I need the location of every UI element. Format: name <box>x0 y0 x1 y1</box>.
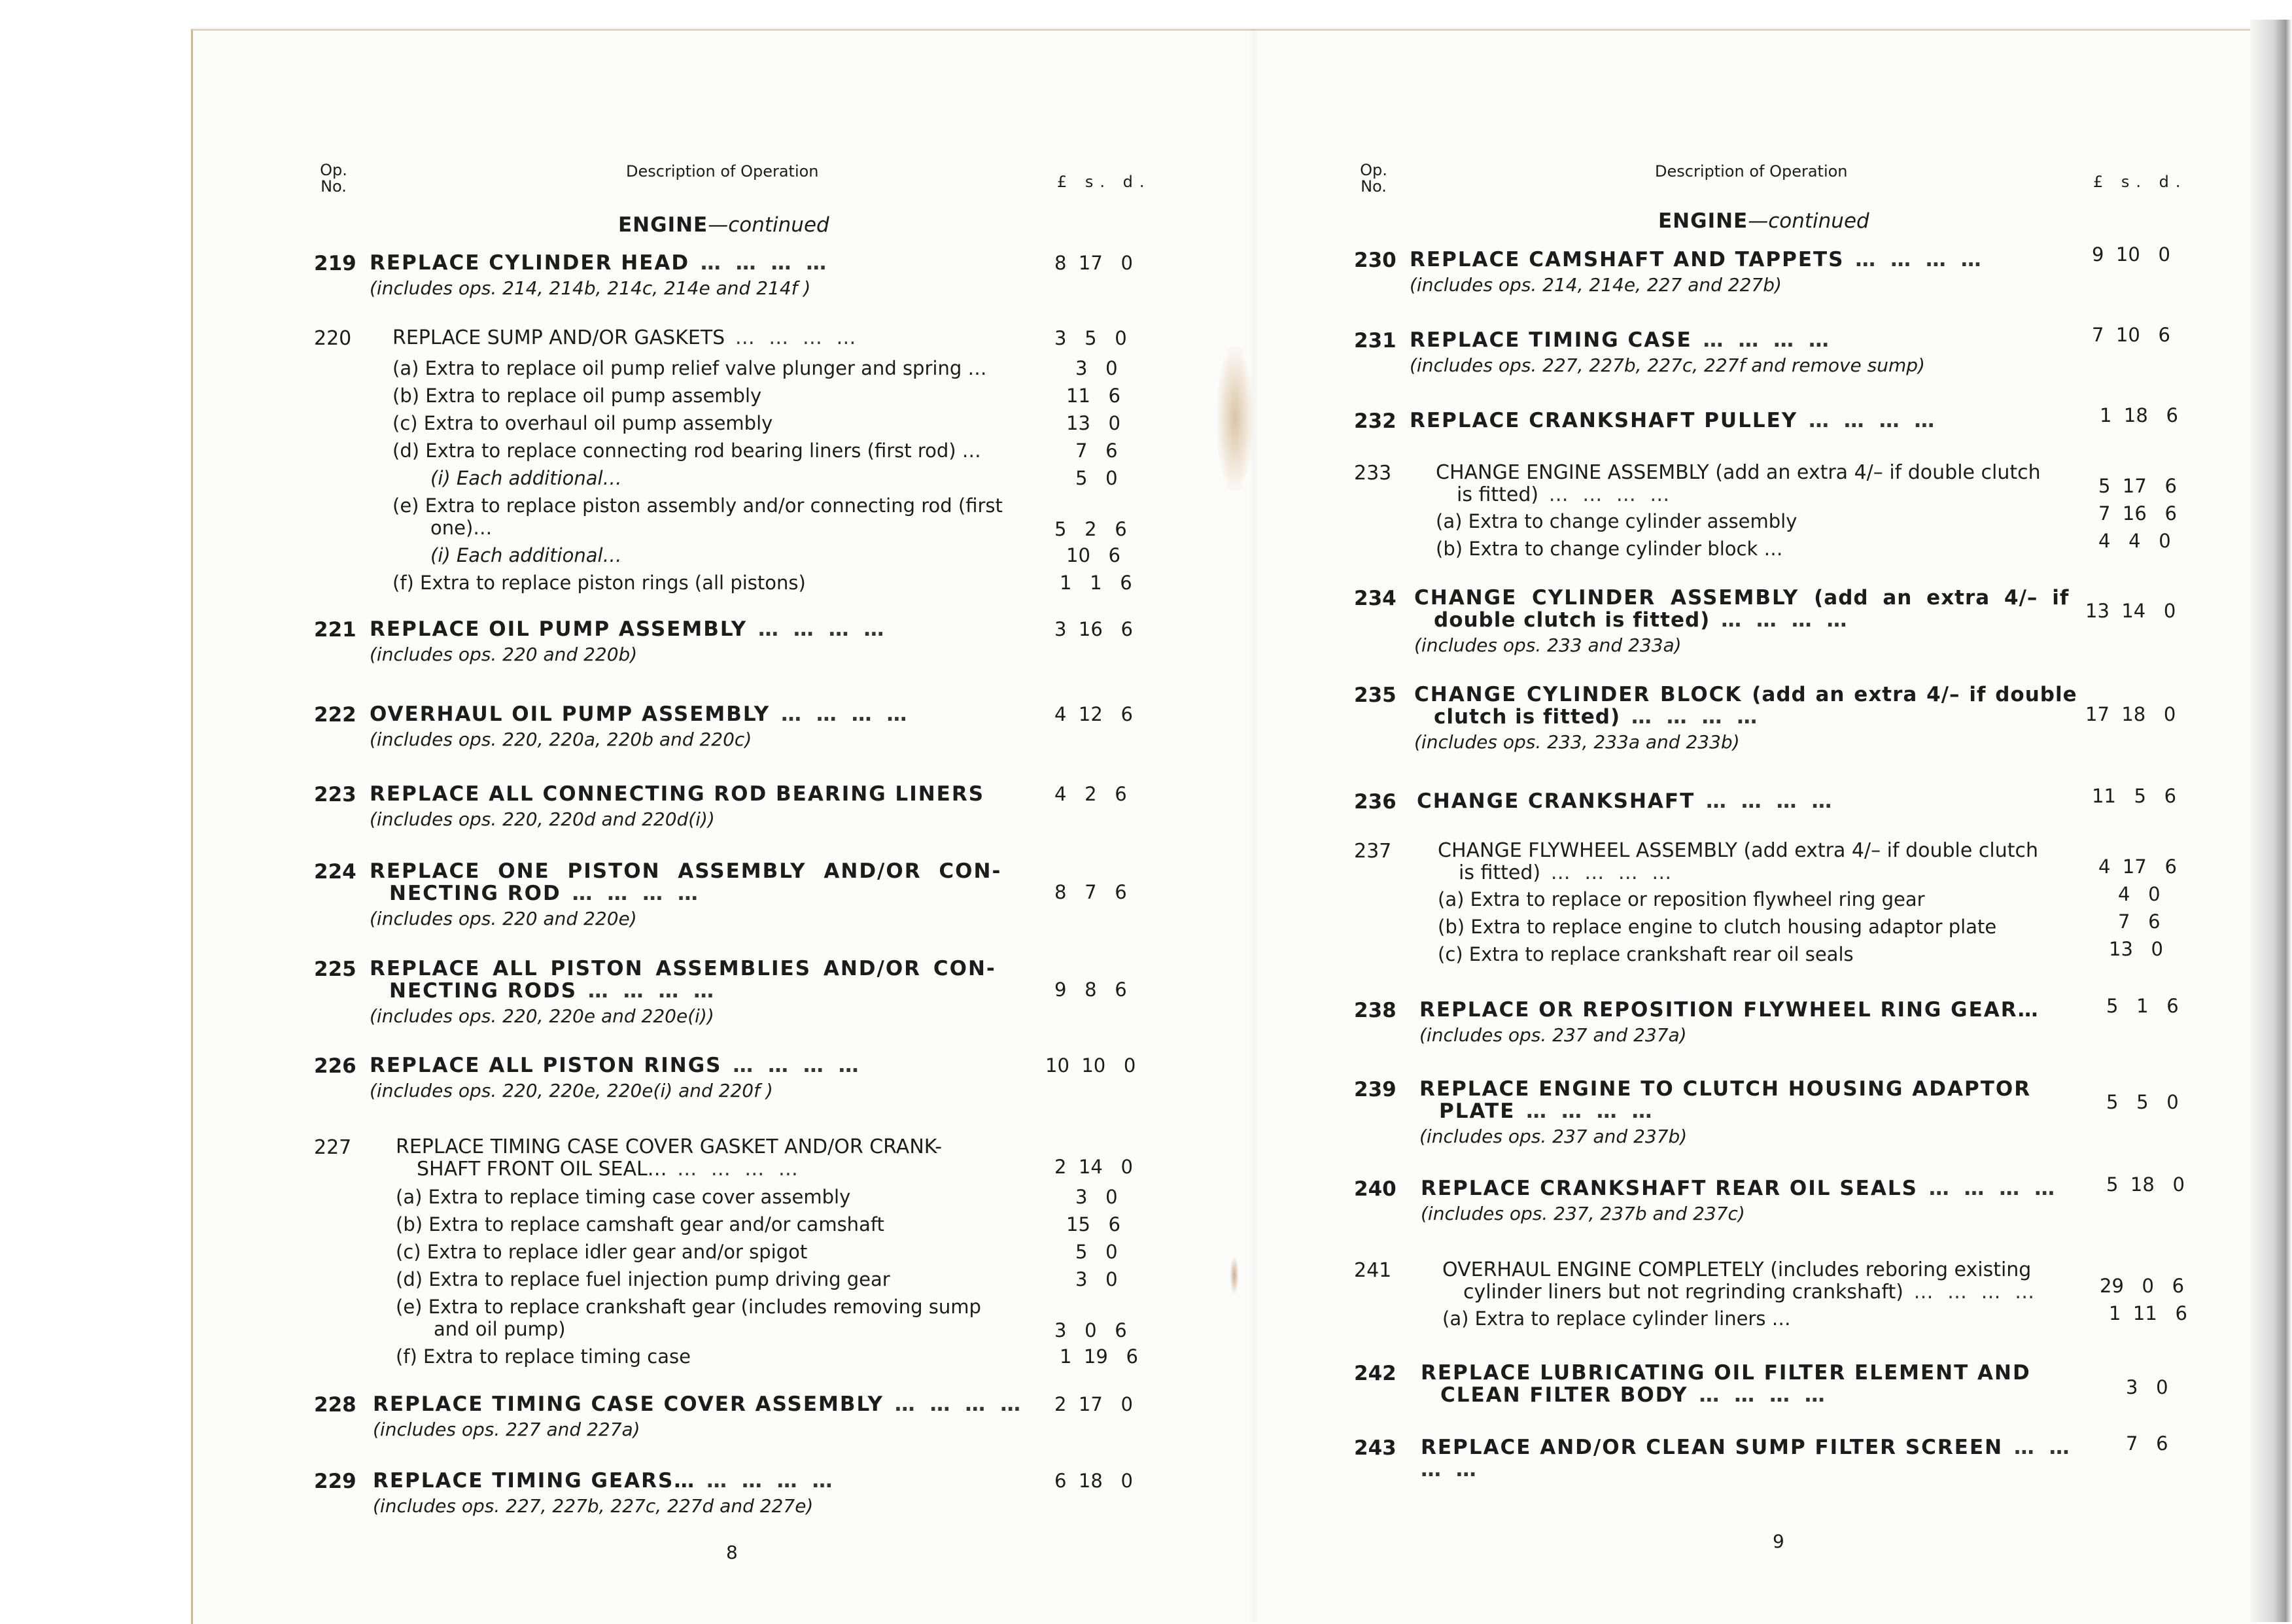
op-includes: (includes ops. 220, 220d and 220d(i)) <box>370 808 715 830</box>
op-number: 227 <box>314 1136 352 1159</box>
extra-220e-i: (i) Each additional… <box>430 544 622 566</box>
extra-price: 7 16 6 <box>2098 502 2177 525</box>
op-number: 239 <box>1354 1078 1397 1101</box>
extra-220f: (f) Extra to replace piston rings (all pistons) <box>392 572 806 594</box>
op-title: REPLACE ALL PISTON RINGS … … … … <box>370 1054 1024 1077</box>
op-title: REPLACE AND/OR CLEAN SUMP FILTER SCREEN … … … … <box>1421 1436 2101 1481</box>
op-includes: (includes ops. 237 and 237b) <box>1419 1126 1688 1147</box>
extra-price: 5 2 6 <box>1054 518 1127 540</box>
extra-price: 1 1 6 <box>1060 572 1132 594</box>
op-number: 242 <box>1354 1362 1397 1385</box>
op-price: 5 17 6 <box>2098 475 2177 497</box>
op-title-cont: SHAFT FRONT OIL SEAL… … … … … <box>396 1158 1043 1181</box>
op-number: 230 <box>1354 249 1397 272</box>
extra-price: 15 6 <box>1066 1213 1121 1235</box>
extra-237b: (b) Extra to replace engine to clutch housing adaptor plate <box>1438 916 1997 938</box>
op-price: 8 17 0 <box>1054 252 1133 274</box>
op-title: CHANGE ENGINE ASSEMBLY (add an extra 4/– if double clutch <box>1436 461 2041 484</box>
op-title-cont: clutch is fitted) … … … … <box>1414 706 2094 728</box>
op-includes: (includes ops. 227, 227b, 227c, 227d and 227e) <box>373 1495 814 1517</box>
op-includes: (includes ops. 220 and 220b) <box>370 644 638 665</box>
op-price: 3 0 <box>2126 1376 2168 1398</box>
extra-220e-cont: one)… <box>430 517 493 539</box>
op-price: 13 14 0 <box>2085 600 2176 622</box>
op-title: REPLACE TIMING CASE … … … … <box>1410 329 2090 351</box>
op-price: 8 7 6 <box>1054 881 1127 903</box>
column-header-description: Description of Operation <box>1655 162 1848 181</box>
extra-price: 3 0 <box>1075 1186 1118 1208</box>
extra-237c: (c) Extra to replace crankshaft rear oil seals <box>1438 943 1854 965</box>
op-number: 225 <box>314 958 356 981</box>
column-header-op-no: Op. No. <box>320 161 347 196</box>
op-title: CHANGE FLYWHEEL ASSEMBLY (add extra 4/– if double clutch <box>1438 839 2038 862</box>
extra-220d: (d) Extra to replace connecting rod bearing liners (first rod) … <box>392 440 981 462</box>
op-title-cont: is fitted) … … … … <box>1436 484 2116 506</box>
op-title: OVERHAUL ENGINE COMPLETELY (includes reboring existing <box>1442 1258 2032 1281</box>
column-header-money: £ s. d. <box>1057 173 1151 191</box>
extra-price: 4 0 <box>2118 883 2161 905</box>
op-title: REPLACE ONE PISTON ASSEMBLY AND/OR CON- <box>370 859 1002 883</box>
op-price: 7 10 6 <box>2092 324 2170 346</box>
op-number: 238 <box>1354 999 1397 1022</box>
op-price: 4 12 6 <box>1054 703 1133 725</box>
op-title: REPLACE CRANKSHAFT PULLEY … … … … <box>1410 409 2090 432</box>
page-edge <box>2250 20 2292 1622</box>
op-includes: (includes ops. 237 and 237a) <box>1419 1024 1687 1046</box>
extra-233b: (b) Extra to change cylinder block … <box>1436 538 1783 560</box>
op-title: REPLACE ALL CONNECTING ROD BEARING LINERS <box>370 782 985 806</box>
op-includes: (includes ops. 237, 237b and 237c) <box>1421 1203 1745 1224</box>
op-title: REPLACE OIL PUMP ASSEMBLY … … … … <box>370 618 1024 640</box>
op-price: 5 1 6 <box>2106 995 2179 1017</box>
extra-price: 3 0 <box>1075 1268 1118 1290</box>
op-price: 9 8 6 <box>1054 978 1127 1001</box>
op-title: REPLACE SUMP AND/OR GASKETS … … … … <box>392 327 1040 349</box>
op-title: CHANGE CYLINDER BLOCK (add an extra 4/– if double <box>1414 683 2077 706</box>
op-number: 232 <box>1354 409 1397 433</box>
extra-price: 1 11 6 <box>2109 1302 2187 1324</box>
extra-227c: (c) Extra to replace idler gear and/or spigot <box>396 1241 808 1263</box>
op-number: 221 <box>314 618 356 642</box>
op-title-cont: cylinder liners but not regrinding crankshaft) … … … … <box>1442 1281 2123 1304</box>
extra-price: 1 19 6 <box>1060 1345 1138 1368</box>
op-price: 10 10 0 <box>1045 1054 1136 1077</box>
op-number: 243 <box>1354 1436 1397 1460</box>
op-number: 237 <box>1354 840 1392 863</box>
section-heading <box>1658 209 1869 233</box>
op-price: 1 18 6 <box>2100 404 2178 426</box>
extra-220a: (a) Extra to replace oil pump relief valve plunger and spring … <box>392 357 987 379</box>
op-title: REPLACE TIMING GEARS… … … … … <box>373 1470 1027 1492</box>
extra-241a: (a) Extra to replace cylinder liners … <box>1442 1307 1791 1330</box>
extra-price: 10 6 <box>1066 544 1121 566</box>
op-price: 4 17 6 <box>2098 855 2177 878</box>
op-number: 219 <box>314 252 356 275</box>
op-price: 11 5 6 <box>2092 785 2177 807</box>
op-includes: (includes ops. 233, 233a and 233b) <box>1414 731 1740 753</box>
op-includes: (includes ops. 227 and 227a) <box>373 1419 640 1440</box>
extra-227d: (d) Extra to replace fuel injection pump driving gear <box>396 1268 890 1290</box>
op-title: REPLACE TIMING CASE COVER ASSEMBLY … … … … <box>373 1393 1027 1415</box>
extra-price: 3 0 6 <box>1054 1319 1127 1341</box>
op-number: 223 <box>314 783 356 806</box>
extra-227e-cont: and oil pump) <box>434 1318 566 1340</box>
op-includes: (includes ops. 220 and 220e) <box>370 908 637 929</box>
op-title: REPLACE CRANKSHAFT REAR OIL SEALS … … … … <box>1421 1177 2101 1200</box>
op-title-cont: PLATE … … … … <box>1419 1100 2100 1122</box>
op-number: 222 <box>314 703 356 727</box>
extra-price: 7 6 <box>1075 440 1118 462</box>
op-number: 234 <box>1354 587 1397 610</box>
op-title-cont: double clutch is fitted) … … … … <box>1414 609 2094 631</box>
op-title: REPLACE ALL PISTON ASSEMBLIES AND/OR CON- <box>370 957 996 980</box>
page-number: 8 <box>726 1542 738 1563</box>
op-price: 3 5 0 <box>1054 327 1127 349</box>
paper-stain-small <box>1230 1256 1239 1295</box>
op-title-cont: NECTING RODS … … … … <box>370 980 1030 1002</box>
extra-220e: (e) Extra to replace piston assembly and/or connecting rod (first <box>392 494 1003 517</box>
column-header-description: Description of Operation <box>626 162 819 181</box>
op-includes: (includes ops. 220, 220e, 220e(i) and 220f ) <box>370 1080 773 1101</box>
section-continued: —continued <box>1748 209 1869 233</box>
op-title: REPLACE OR REPOSITION FLYWHEEL RING GEAR… <box>1419 998 2040 1022</box>
extra-price: 11 6 <box>1066 385 1121 407</box>
extra-227e: (e) Extra to replace crankshaft gear (includes removing sump <box>396 1296 981 1318</box>
op-price: 3 16 6 <box>1054 618 1133 640</box>
op-number: 236 <box>1354 790 1397 814</box>
op-title: REPLACE LUBRICATING OIL FILTER ELEMENT AND <box>1421 1361 2031 1385</box>
op-price: 2 14 0 <box>1054 1156 1133 1178</box>
op-price: 2 17 0 <box>1054 1393 1133 1415</box>
extra-220d-i: (i) Each additional… <box>430 467 622 489</box>
op-number: 235 <box>1354 683 1397 707</box>
op-includes: (includes ops. 233 and 233a) <box>1414 634 1682 656</box>
op-title: OVERHAUL OIL PUMP ASSEMBLY … … … … <box>370 703 1024 725</box>
op-title-cont: NECTING ROD … … … … <box>370 882 1030 905</box>
section-heading <box>618 213 829 237</box>
extra-price: 4 4 0 <box>2098 530 2171 552</box>
op-price: 17 18 0 <box>2085 703 2176 725</box>
extra-237a: (a) Extra to replace or reposition flywheel ring gear <box>1438 888 1925 910</box>
section-title: ENGINE <box>1658 209 1748 233</box>
op-number: 226 <box>314 1054 356 1078</box>
op-number: 229 <box>314 1470 356 1493</box>
extra-220b: (b) Extra to replace oil pump assembly <box>392 385 762 407</box>
extra-price: 13 0 <box>1066 412 1121 434</box>
op-number: 233 <box>1354 462 1392 485</box>
op-number: 231 <box>1354 329 1397 353</box>
op-includes: (includes ops. 214, 214b, 214c, 214e and 214f ) <box>370 277 811 299</box>
op-title-cont: CLEAN FILTER BODY … … … … <box>1421 1384 2101 1406</box>
paper-stain <box>1217 347 1253 491</box>
book-gutter <box>1249 29 1259 1622</box>
op-price: 5 18 0 <box>2106 1173 2185 1196</box>
op-includes: (includes ops. 220, 220e and 220e(i)) <box>370 1005 714 1027</box>
op-includes: (includes ops. 214, 214e, 227 and 227b) <box>1410 274 1782 296</box>
op-number: 240 <box>1354 1177 1397 1201</box>
op-price: 5 5 0 <box>2106 1091 2179 1113</box>
extra-price: 13 0 <box>2109 938 2164 960</box>
op-title-cont: is fitted) … … … … <box>1438 862 2118 884</box>
op-price: 9 10 0 <box>2092 243 2170 266</box>
extra-227a: (a) Extra to replace timing case cover assembly <box>396 1186 851 1208</box>
op-number: 228 <box>314 1393 356 1417</box>
op-title: REPLACE CYLINDER HEAD … … … … <box>370 252 1024 274</box>
op-title: REPLACE CAMSHAFT AND TAPPETS … … … … <box>1410 249 2064 271</box>
column-header-op-no: Op. No. <box>1360 161 1387 196</box>
op-title: REPLACE ENGINE TO CLUTCH HOUSING ADAPTOR <box>1419 1077 2032 1101</box>
column-header-money: £ s. d. <box>2093 173 2187 191</box>
extra-227f: (f) Extra to replace timing case <box>396 1345 691 1368</box>
section-title: ENGINE <box>618 213 708 237</box>
section-continued: —continued <box>708 213 829 237</box>
op-price: 4 2 6 <box>1054 783 1127 805</box>
op-includes: (includes ops. 220, 220a, 220b and 220c) <box>370 729 752 750</box>
op-includes: (includes ops. 227, 227b, 227c, 227f and remove sump) <box>1410 354 1925 376</box>
extra-price: 5 0 <box>1075 467 1118 489</box>
op-price: 6 18 0 <box>1054 1470 1133 1492</box>
op-title: CHANGE CYLINDER ASSEMBLY (add an extra 4/– if <box>1414 586 2070 610</box>
extra-227b: (b) Extra to replace camshaft gear and/or camshaft <box>396 1213 884 1235</box>
extra-price: 3 0 <box>1075 357 1118 379</box>
op-number: 241 <box>1354 1259 1392 1282</box>
extra-233a: (a) Extra to change cylinder assembly <box>1436 510 1797 532</box>
op-title: REPLACE TIMING CASE COVER GASKET AND/OR CRANK- <box>396 1135 943 1158</box>
op-price: 29 0 6 <box>2100 1275 2185 1297</box>
extra-price: 5 0 <box>1075 1241 1118 1263</box>
extra-220c: (c) Extra to overhaul oil pump assembly <box>392 412 773 434</box>
op-title: CHANGE CRANKSHAFT … … … … <box>1417 790 2097 812</box>
page-number: 9 <box>1773 1530 1784 1552</box>
extra-price: 7 6 <box>2118 910 2161 933</box>
op-number: 224 <box>314 860 356 884</box>
op-price: 7 6 <box>2126 1432 2168 1455</box>
op-number: 220 <box>314 327 352 350</box>
